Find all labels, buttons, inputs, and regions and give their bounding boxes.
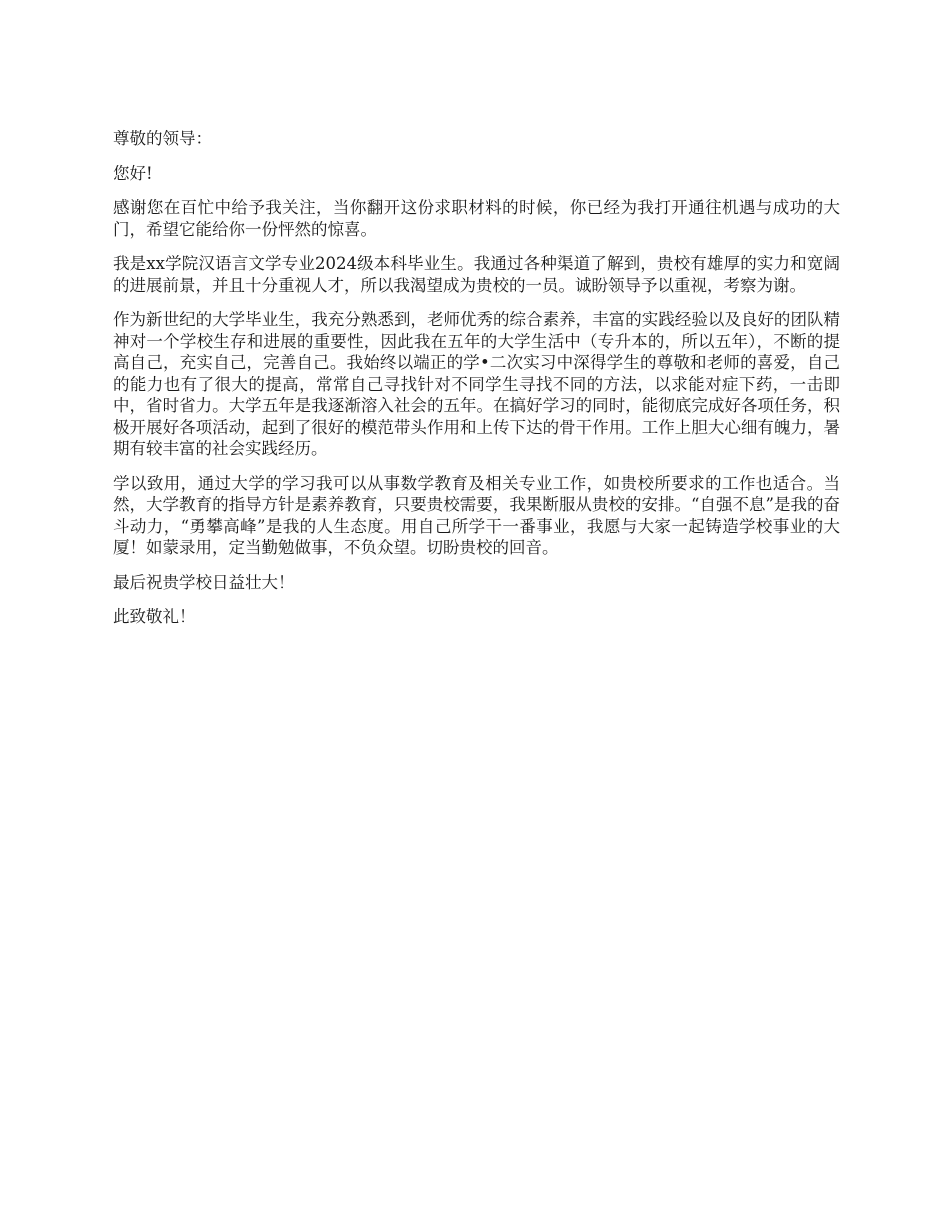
paragraph-career-goal: 学以致用，通过大学的学习我可以从事数学教育及相关专业工作，如贵校所要求的工作也适合。当然，大学教育的指导方针是素养教育，只要贵校需要，我果断服从贵校的安排。“自强不息”是我的奋斗动力，“勇攀高峰”是我的人生态度。用自己所学干一番事业，我愿与大家一起铸造学校事业的大厦！如蒙录用，定当勤勉做事，不负众望。切盼贵校的回音。 — [113, 473, 840, 557]
salutation: 尊敬的领导： — [113, 129, 212, 148]
paragraph-thanks: 感谢您在百忙中给予我关注，当你翻开这份求职材料的时候，你已经为我打开通往机遇与成功的大门，希望它能给你一份怦然的惊喜。 — [113, 198, 840, 239]
paragraph-introduction: 我是xx学院汉语言文学专业2024级本科毕业生。我通过各种渠道了解到，贵校有雄厚的实力和宽阔的进展前景，并且十分重视人才，所以我渴望成为贵校的一员。诚盼领导予以重视，考察为谢。 — [113, 254, 840, 295]
wish-line: 最后祝贵学校日益壮大！ — [113, 572, 295, 592]
paragraph-experience: 作为新世纪的大学毕业生，我充分熟悉到，老师优秀的综合素养，丰富的实践经验以及良好的团队精神对一个学校生存和进展的重要性，因此我在五年的大学生活中（专升本的，所以五年），不断的提高自己，充实自己，完善自己。我始终以端正的学•二次实习中深得学生的尊敬和老师的喜爱，自己的能力也有了很大的提高，常常自己寻找针对不同学生寻找不同的方法，以求能对症下药，一击即中，省时省力。大学五年是我逐渐溶入社会的五年。在搞好学习的同时，能彻底完成好各项任务，积极开展好各项活动，起到了很好的模范带头作用和上传下达的骨干作用。工作上胆大心细有魄力，暑期有较丰富的社会实践经历。 — [113, 310, 840, 458]
letter-body — [113, 128, 840, 641]
closing-line: 此致敬礼！ — [113, 607, 196, 626]
greeting: 您好! — [113, 163, 153, 183]
